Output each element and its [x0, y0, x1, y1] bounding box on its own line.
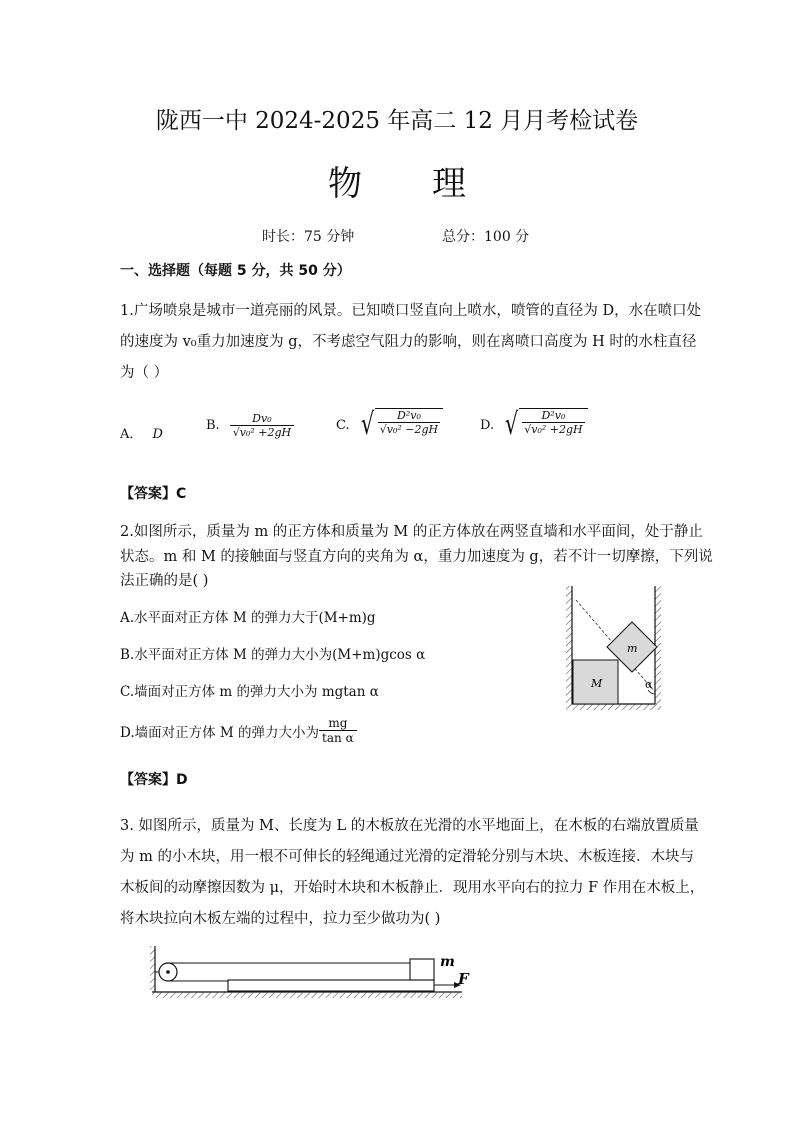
q3-line: 为 m 的小木块，用一根不可伸长的轻绳通过光滑的定滑轮分别与木块、木板连接．木块与	[120, 849, 694, 865]
q2-option-a: A.水平面对正方体 M 的弹力大于(M+m)g	[120, 610, 376, 626]
block-M-label: M	[591, 677, 603, 690]
subject-char-2: 理	[432, 164, 466, 204]
q1-option-c	[336, 408, 443, 442]
q2-line: 2.如图所示，质量为 m 的正方体和质量为 M 的正方体放在两竖直墙和水平面间，处于静止	[120, 524, 703, 540]
q1-line: 为（ ）	[120, 365, 169, 381]
q2-line: 法正确的是( )	[120, 573, 209, 589]
fraction-denominator: tan α	[319, 730, 357, 745]
q3-line: 3. 如图所示，质量为 M、长度为 L 的木板放在光滑的水平地面上，在木板的右端放置质量	[120, 818, 699, 834]
radicand: v₀² +2gH	[239, 426, 292, 439]
option-label: C.	[336, 417, 350, 433]
q2-figure	[566, 582, 662, 712]
q1-answer: 【答案】C	[120, 486, 187, 502]
option-fraction	[319, 716, 357, 745]
fraction-numerator: D²v₀	[541, 409, 566, 422]
force-F-label: F	[458, 970, 469, 988]
fraction-numerator: mg	[328, 716, 348, 730]
radicand: v₀² −2gH	[386, 423, 439, 436]
q3-figure	[150, 940, 480, 1002]
fraction-denominator: √v₀² +2gH	[524, 423, 583, 436]
small-block	[410, 959, 434, 980]
q3-line: 将木块拉向木板左端的过程中，拉力至少做功为( )	[120, 911, 441, 927]
subject-title	[0, 156, 794, 205]
q2-option-b: B.水平面对正方体 M 的弹力大小为(M+m)gcos α	[120, 647, 426, 663]
option-label: A．	[120, 427, 143, 442]
left-wall	[150, 946, 155, 992]
q1-option-d	[480, 408, 588, 442]
ground	[152, 992, 462, 998]
fraction-denominator: √v₀² −2gH	[379, 423, 439, 436]
q1-option-a	[120, 423, 163, 442]
option-label: B.	[206, 418, 220, 433]
option-root-fraction: √ $\frac{\text{D²v₀}}{\text{√v₀² −2gH}}$	[358, 408, 444, 442]
radicand: v₀² +2gH	[531, 423, 583, 436]
left-wall	[566, 586, 572, 706]
q1-option-b	[206, 412, 294, 439]
q1-line: 1.广场喷泉是城市一道亮丽的风景。已知喷口竖直向上喷水，喷管的直径为 D，水在喷口处	[120, 303, 702, 319]
fraction-denominator: √v₀² +2gH	[230, 425, 294, 439]
angle-label: α	[645, 678, 653, 691]
q1-line: 的速度为 v₀重力加速度为 g，不考虑空气阻力的影响，则在离喷口高度为 H 时的水柱直径	[120, 334, 697, 350]
option-label: D.	[480, 417, 495, 433]
fraction-numerator: D²v₀	[397, 409, 421, 422]
option-value: D	[152, 427, 163, 442]
q2-answer: 【答案】D	[120, 772, 188, 788]
q3-line: 木板间的动摩擦因数为 μ，开始时木块和木板静止．现用水平向右的拉力 F 作用在木板上，	[120, 880, 705, 896]
section-heading: 一、选择题（每题 5 分，共 50 分）	[120, 263, 351, 279]
block-m-label: m	[440, 954, 455, 970]
pulley-axle	[166, 970, 170, 974]
fraction-numerator: Dv₀	[252, 412, 272, 425]
subject-char-1: 物	[328, 164, 362, 204]
exam-duration: 时长：75 分钟	[262, 229, 355, 245]
option-root-fraction: √ $\frac{\text{D²v₀}}{\text{√v₀² +2gH}}$	[502, 408, 588, 442]
q2-line: 状态。m 和 M 的接触面与竖直方向的夹角为 α，重力加速度为 g，若不计一切摩擦，下列说	[120, 549, 713, 565]
exam-total-score: 总分：100 分	[442, 229, 530, 245]
q2-option-d	[120, 716, 357, 745]
option-text: D.墙面对正方体 M 的弹力大小为	[120, 724, 320, 741]
block-m-label: m	[627, 642, 638, 655]
board	[228, 980, 434, 991]
exam-title: 陇西一中 2024-2025 年高二 12 月月考检试卷	[155, 108, 639, 134]
ground	[566, 704, 661, 710]
q2-option-c: C.墙面对正方体 m 的弹力大小为 mgtan α	[120, 684, 379, 700]
option-fraction	[230, 412, 294, 439]
